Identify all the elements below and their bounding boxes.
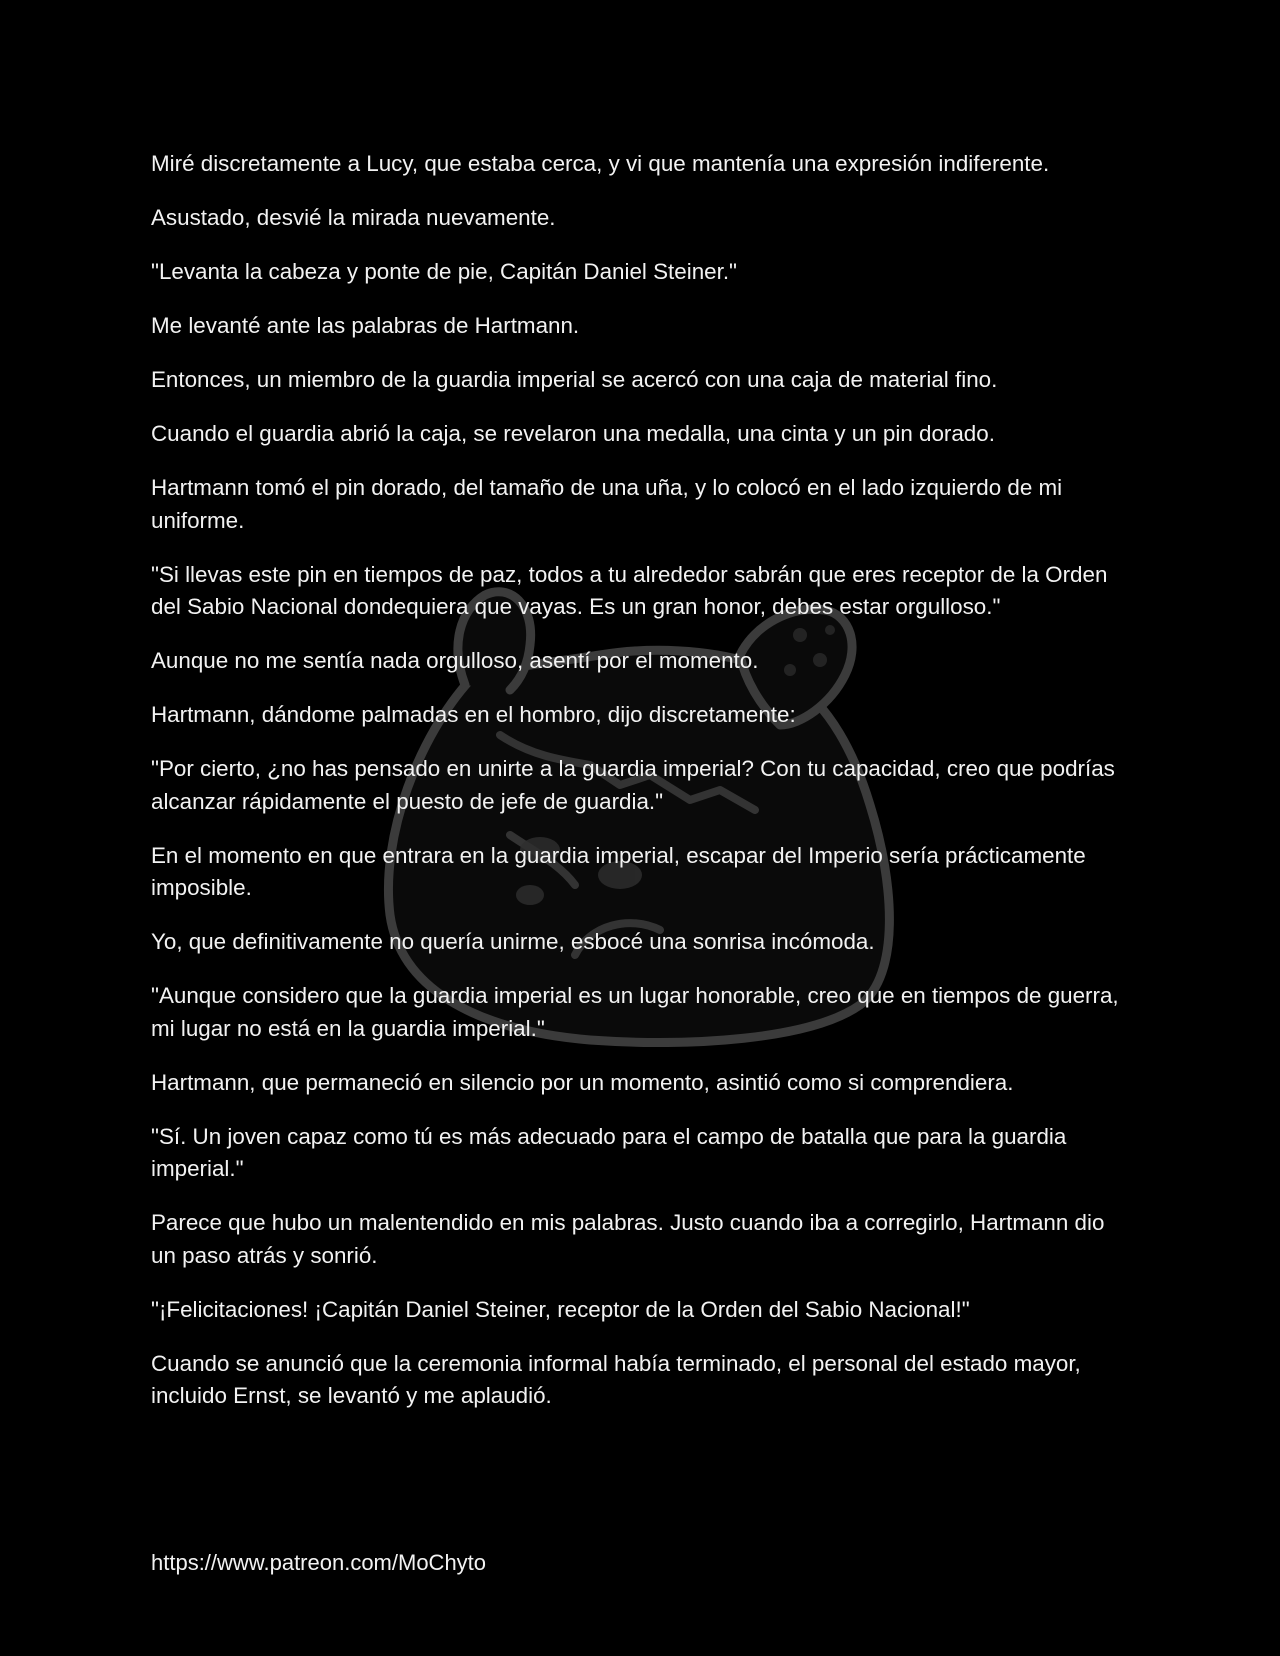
paragraph: Aunque no me sentía nada orgulloso, asentí por el momento. bbox=[151, 648, 759, 673]
patreon-link[interactable]: https://www.patreon.com/MoChyto bbox=[151, 1550, 487, 1575]
paragraph: Cuando el guardia abrió la caja, se revelaron una medalla, una cinta y un pin dorado. bbox=[151, 421, 995, 446]
paragraph: "Levanta la cabeza y ponte de pie, Capitán Daniel Steiner." bbox=[151, 259, 738, 284]
paragraph: En el momento en que entrara en la guardia imperial, escapar del Imperio sería prácticamente imposible. bbox=[151, 842, 1086, 900]
chapter-text bbox=[151, 148, 1131, 1434]
paragraph: Hartmann tomó el pin dorado, del tamaño de una uña, y lo colocó en el lado izquierdo de mi uniforme. bbox=[151, 475, 1063, 533]
paragraph: Yo, que definitivamente no quería unirme, esbocé una sonrisa incómoda. bbox=[151, 929, 875, 954]
paragraph: Entonces, un miembro de la guardia imperial se acercó con una caja de material fino. bbox=[151, 367, 998, 392]
paragraph: Hartmann, que permaneció en silencio por un momento, asintió como si comprendiera. bbox=[151, 1069, 1014, 1095]
paragraph: Me levanté ante las palabras de Hartmann. bbox=[151, 313, 580, 338]
paragraph: Hartmann, dándome palmadas en el hombro, dijo discretamente: bbox=[151, 702, 796, 727]
paragraph: Parece que hubo un malentendido en mis palabras. Justo cuando iba a corregirlo, Hartmann dio un paso atrás y sonrió. bbox=[151, 1210, 1105, 1268]
paragraph: Asustado, desvié la mirada nuevamente. bbox=[151, 205, 556, 230]
paragraph: "Por cierto, ¿no has pensado en unirte a la guardia imperial? Con tu capacidad, creo que podrías alcanzar rápidamente el puesto de jefe de guardia." bbox=[151, 756, 1115, 814]
paragraph: Miré discretamente a Lucy, que estaba cerca, y vi que mantenía una expresión indiferente. bbox=[151, 151, 1050, 176]
paragraph: Cuando se anunció que la ceremonia informal había terminado, el personal del estado mayor, incluido Ernst, se levantó y me aplaudió. bbox=[151, 1350, 1081, 1408]
paragraph: "Si llevas este pin en tiempos de paz, todos a tu alrededor sabrán que eres receptor de la Orden del Sabio Nacional dondequiera que vayas. Es un gran honor, debes estar orgulloso." bbox=[151, 561, 1108, 619]
paragraph: "¡Felicitaciones! ¡Capitán Daniel Steiner, receptor de la Orden del Sabio Nacional!" bbox=[151, 1296, 970, 1322]
paragraph: "Sí. Un joven capaz como tú es más adecuado para el campo de batalla que para la guardia imperial." bbox=[151, 1123, 1067, 1181]
paragraph: "Aunque considero que la guardia imperial es un lugar honorable, creo que en tiempos de guerra, mi lugar no está en la guardia imperial." bbox=[151, 983, 1119, 1041]
